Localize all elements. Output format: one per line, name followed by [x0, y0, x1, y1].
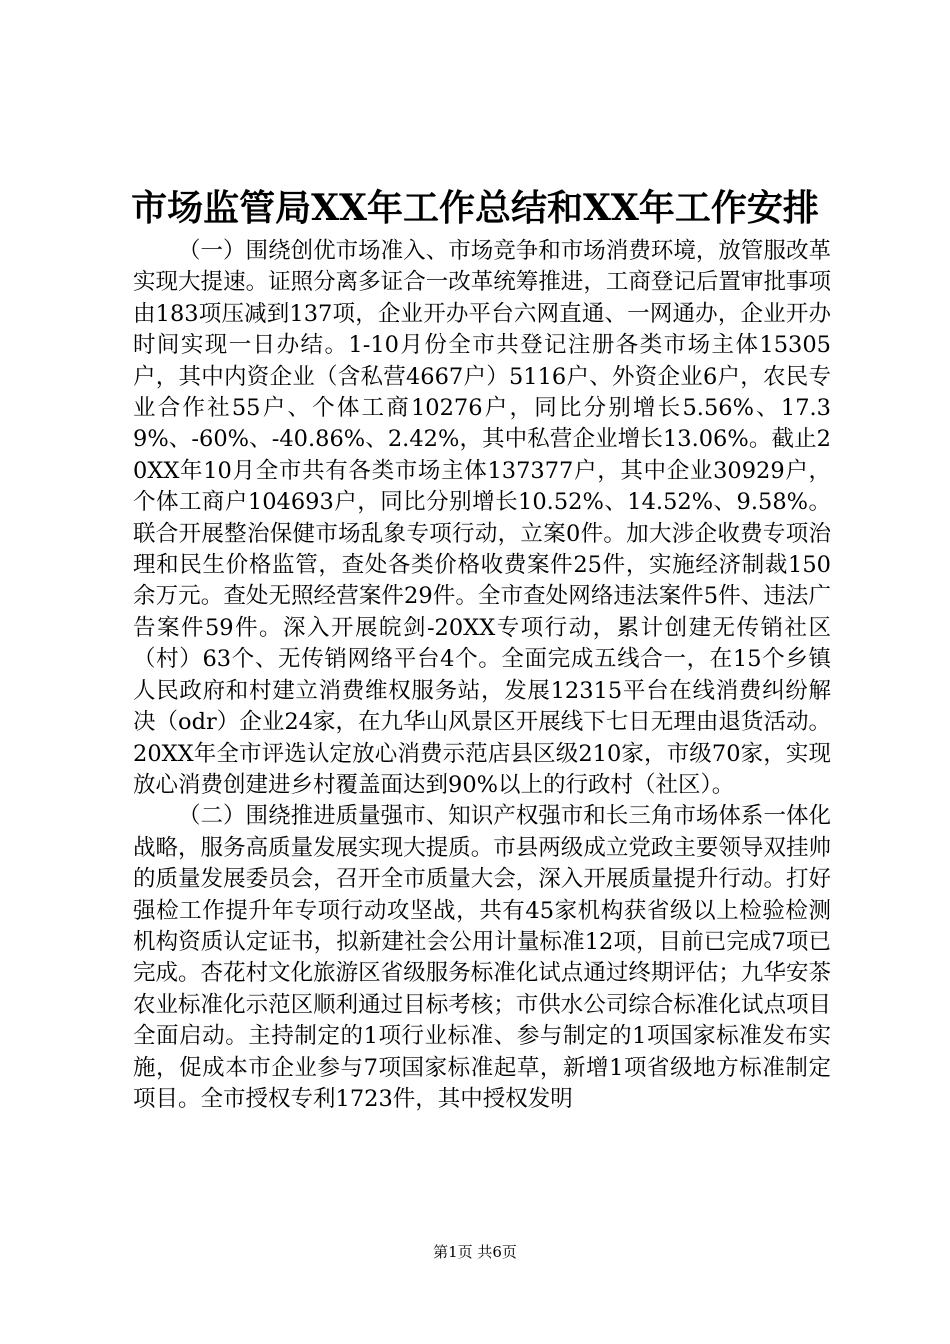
- document-title: 市场监管局XX年工作总结和XX年工作安排: [131, 187, 819, 229]
- paragraph-2: （二）围绕推进质量强市、知识产权强市和长三角市场体系一体化战略，服务高质量发展实现大提质。市县两级成立党政主要领导双挂帅的质量发展委员会，召开全市质量大会，深入开展质量提升行动。打好强检工作提升年专项行动攻坚战，共有45家机构获省级以上检验检测机构资质认定证书，拟新建社会公用计量标准12项，目前已完成7项已完成。杏花村文化旅游区省级服务标准化试点通过终期评估；九华安茶农业标准化示范区顺利通过目标考核；市供水公司综合标准化试点项目全面启动。主持制定的1项行业标准、参与制定的1项国家标准发布实施，促成本市企业参与7项国家标准起草，新增1项省级地方标准制定项目。全市授权专利1723件，其中授权发明: [133, 803, 831, 1112]
- paragraph-1: （一）围绕创优市场准入、市场竞争和市场消费环境，放管服改革实现大提速。证照分离多证合一改革统筹推进，工商登记后置审批事项由183项压减到137项，企业开办平台六网直通、一网通办，企业开办时间实现一日办结。1-10月份全市共登记注册各类市场主体15305户，其中内资企业（含私营4667户）5116户、外资企业6户，农民专业合作社55户、个体工商10276户，同比分别增长5.56%、17.39%、-60%、-40.86%、2.42%，其中私营企业增长13.06%。截止20XX年10月全市共有各类市场主体137377户，其中企业30929户，个体工商户104693户，同比分别增长10.52%、14.52%、9.58%。联合开展整治保健市场乱象专项行动，立案0件。加大涉企收费专项治理和民生价格监管，查处各类价格收费案件25件，实施经济制裁150余万元。查处无照经营案件29件。全市查处网络违法案件5件、违法广告案件59件。深入开展皖剑-20XX专项行动，累计创建无传销社区（村）63个、无传销网络平台4个。全面完成五线合一，在15个乡镇人民政府和村建立消费维权服务站，发展12315平台在线消费纠纷解决（odr）企业24家，在九华山风景区开展线下七日无理由退货活动。20XX年全市评选认定放心消费示范店县区级210家，市级70家，实现放心消费创建进乡村覆盖面达到90%以上的行政村（社区）。: [133, 238, 831, 798]
- page-number: 第1页 共6页: [433, 1243, 517, 1261]
- document-body: [133, 236, 831, 1115]
